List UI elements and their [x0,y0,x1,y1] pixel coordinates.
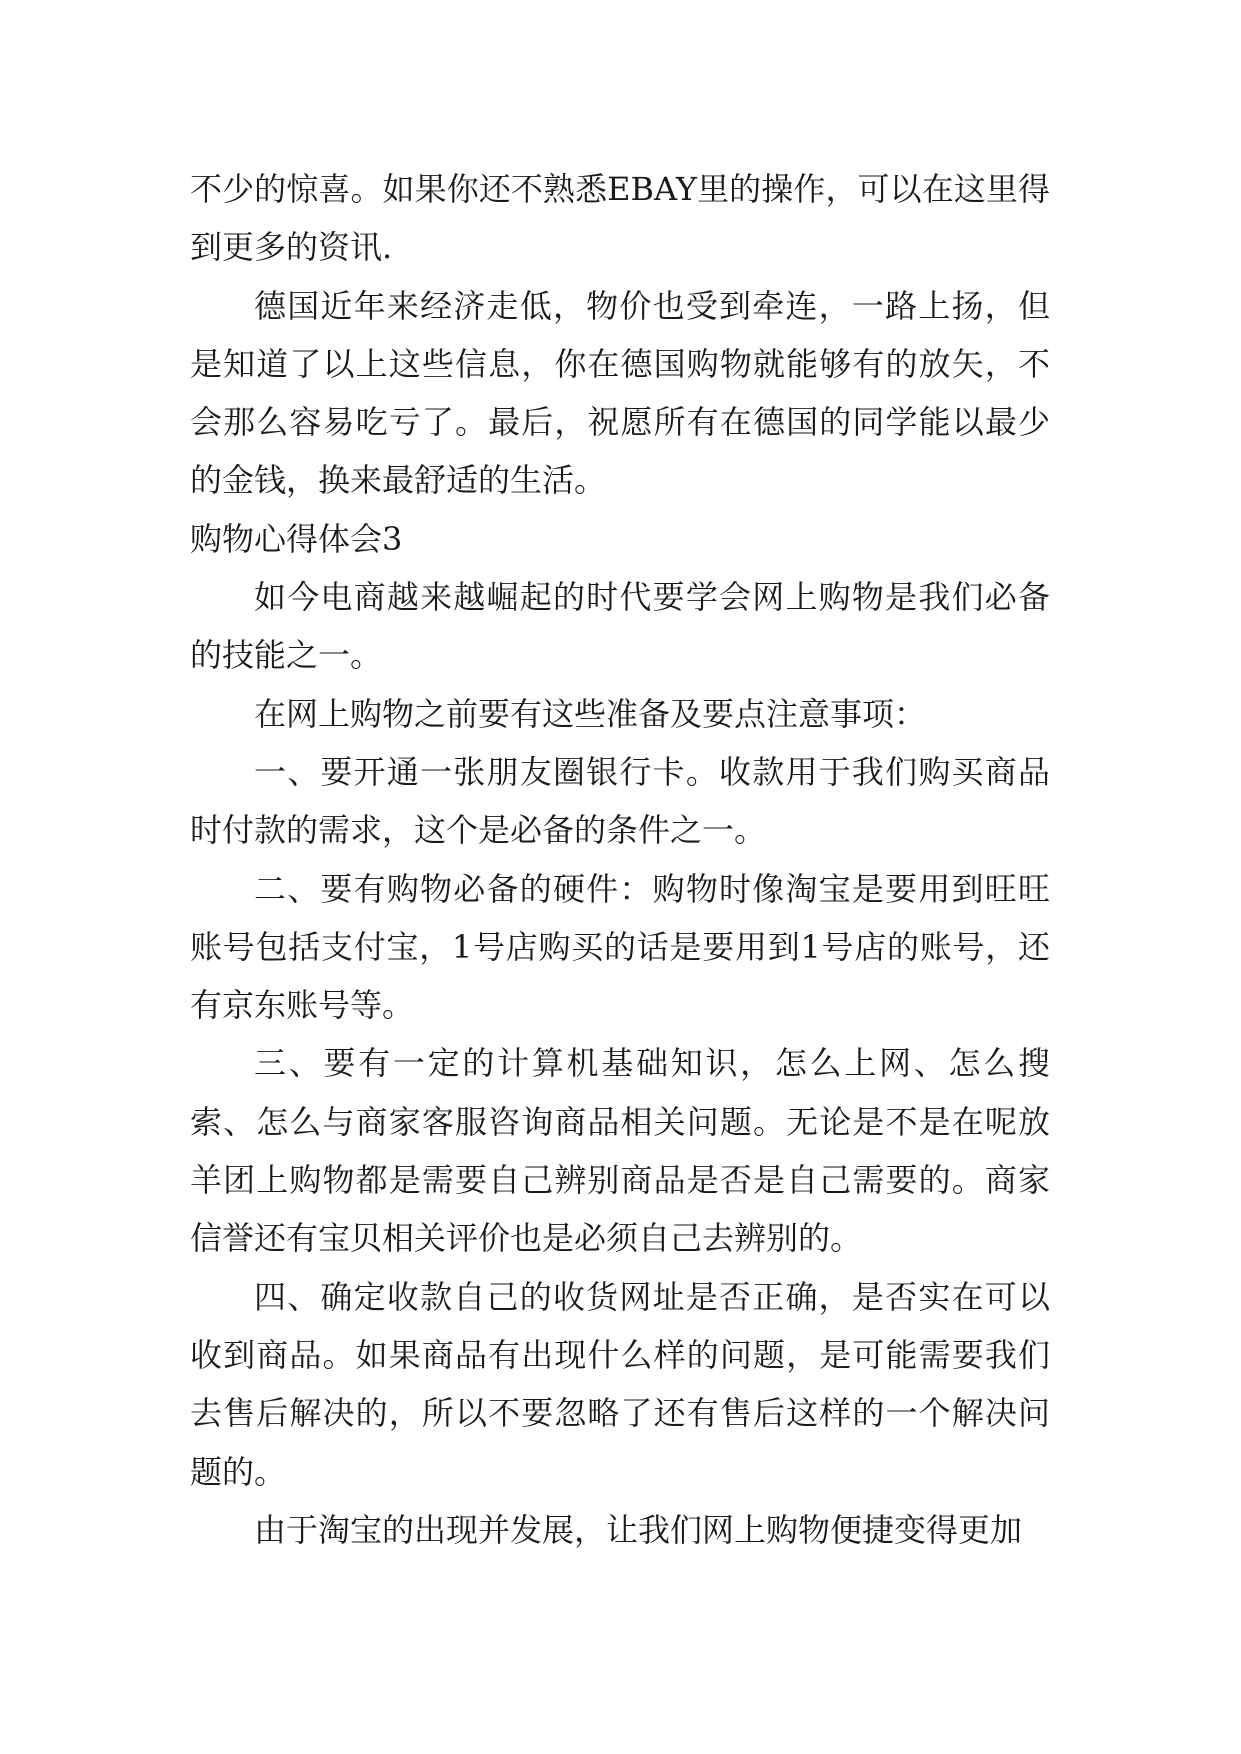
paragraph-continuation: 不少的惊喜。如果你还不熟悉EBAY里的操作，可以在这里得到更多的资讯. [190,170,1050,267]
paragraph-point-three: 三、要有一定的计算机基础知识，怎么上网、怎么搜索、怎么与商家客服咨询商品相关问题。无论是不是在呢放羊团上购物都是需要自己辨别商品是否是自己需要的。商家信誉还有宝贝相关评价也是必须自己去辨别的。 [190,1044,1050,1258]
section-heading: 购物心得体会3 [190,519,403,558]
paragraph-germany-prices: 德国近年来经济走低，物价也受到牵连，一路上扬，但是知道了以上这些信息，你在德国购物就能够有的放矢，不会那么容易吃亏了。最后，祝愿所有在德国的同学能以最少的金钱，换来最舒适的生活。 [190,286,1050,500]
paragraph-taobao: 由于淘宝的出现并发展，让我们网上购物便捷变得更加 [254,1510,1023,1549]
paragraph-ecommerce-intro: 如今电商越来越崛起的时代要学会网上购物是我们必备的技能之一。 [190,578,1050,675]
document-body [190,160,1050,1559]
paragraph-preparation: 在网上购物之前要有这些准备及要点注意事项： [254,694,927,733]
paragraph-point-four: 四、确定收款自己的收货网址是否正确，是否实在可以收到商品。如果商品有出现什么样的问题，是可能需要我们去售后解决的，所以不要忽略了还有售后这样的一个解决问题的。 [190,1277,1050,1491]
paragraph-point-two: 二、要有购物必备的硬件：购物时像淘宝是要用到旺旺账号包括支付宝，1号店购买的话是要用到1号店的账号，还有京东账号等。 [190,869,1050,1025]
paragraph-point-one: 一、要开通一张朋友圈银行卡。收款用于我们购买商品时付款的需求，这个是必备的条件之一。 [190,752,1050,850]
